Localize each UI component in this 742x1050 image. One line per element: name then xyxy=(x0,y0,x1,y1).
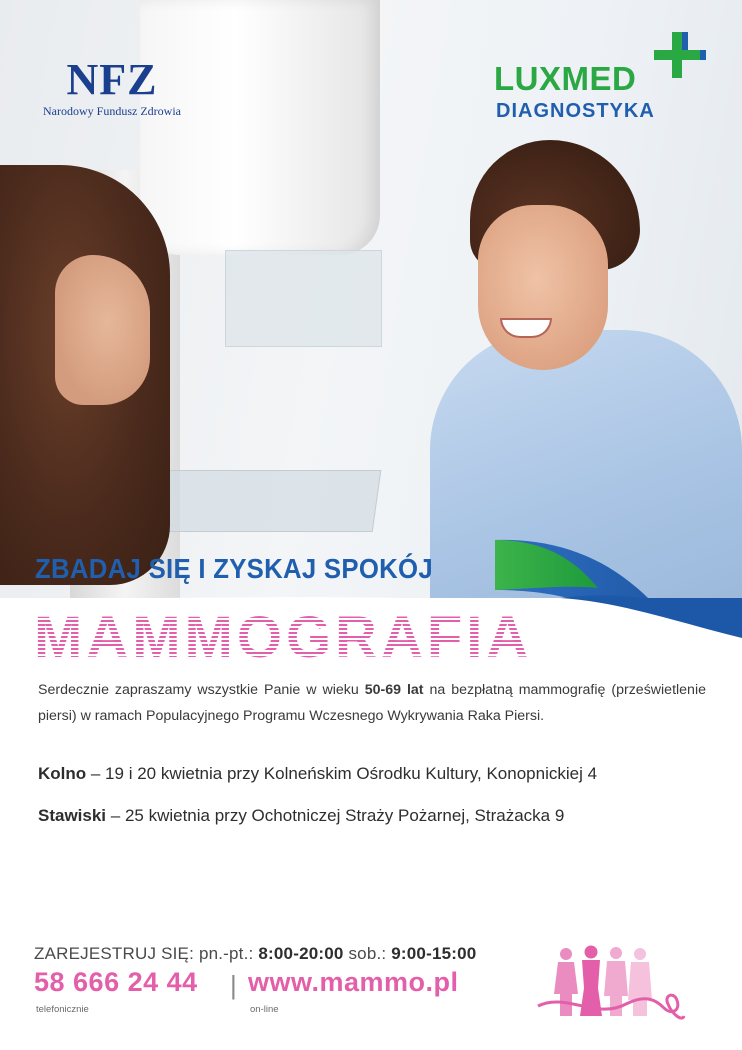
saturday-hours: 9:00-15:00 xyxy=(391,944,477,963)
slogan-heading: ZBADAJ SIĘ I ZYSKAJ SPOKÓJ xyxy=(35,553,433,584)
location-details: – 19 i 20 kwietnia przy Kolneńskim Ośrodku Kultury, Konopnickiej 4 xyxy=(86,764,598,783)
page-title: MAMMOGRAFIA xyxy=(34,605,533,670)
saturday-label: sob.: xyxy=(343,944,392,963)
register-label: ZAREJESTRUJ SIĘ: xyxy=(34,944,195,963)
luxmed-logo xyxy=(494,38,724,128)
location-town: Stawiski xyxy=(38,806,107,825)
patient-face xyxy=(55,255,150,405)
website-link[interactable]: www.mammo.pl xyxy=(248,967,459,997)
contact-separator: | xyxy=(230,970,237,1000)
website-caption: on-line xyxy=(250,1004,279,1015)
women-silhouettes-ribbon-icon xyxy=(536,944,686,1024)
luxmed-logo-name: LUXMED xyxy=(494,60,637,97)
location-item xyxy=(38,764,597,784)
weekday-label: pn.-pt.: xyxy=(194,944,259,963)
intro-paragraph xyxy=(38,677,706,729)
mammography-machine-arm xyxy=(140,0,380,255)
registration-hours xyxy=(34,944,476,964)
phone-number-link[interactable]: 58 666 24 44 xyxy=(34,967,198,997)
mammography-machine-tray xyxy=(146,470,382,532)
location-item xyxy=(38,806,564,826)
technician-face xyxy=(478,205,608,370)
weekday-hours: 8:00-20:00 xyxy=(258,944,344,963)
intro-age-range: 50-69 lat xyxy=(364,682,424,698)
luxmed-logo-subtitle: DIAGNOSTYKA xyxy=(496,100,655,122)
intro-text-end: na bezpłatną mammografię (prześwietlenie piersi) w ramach Populacyjnego Programu Wczesnego Wykrywania Raka Piersi. xyxy=(38,682,706,724)
phone-caption: telefonicznie xyxy=(36,1004,89,1015)
intro-text-start: Serdecznie zapraszamy wszystkie Panie w wieku xyxy=(38,682,365,698)
location-details: – 25 kwietnia przy Ochotniczej Straży Pożarnej, Strażacka 9 xyxy=(106,806,565,825)
mammography-machine-panel xyxy=(225,250,382,347)
nfz-logo-mark: NFZ xyxy=(66,55,158,104)
location-town: Kolno xyxy=(38,764,87,783)
nfz-logo xyxy=(32,55,192,119)
nfz-logo-name: Narodowy Fundusz Zdrowia xyxy=(43,104,181,118)
luxmed-cross-icon xyxy=(654,32,710,88)
